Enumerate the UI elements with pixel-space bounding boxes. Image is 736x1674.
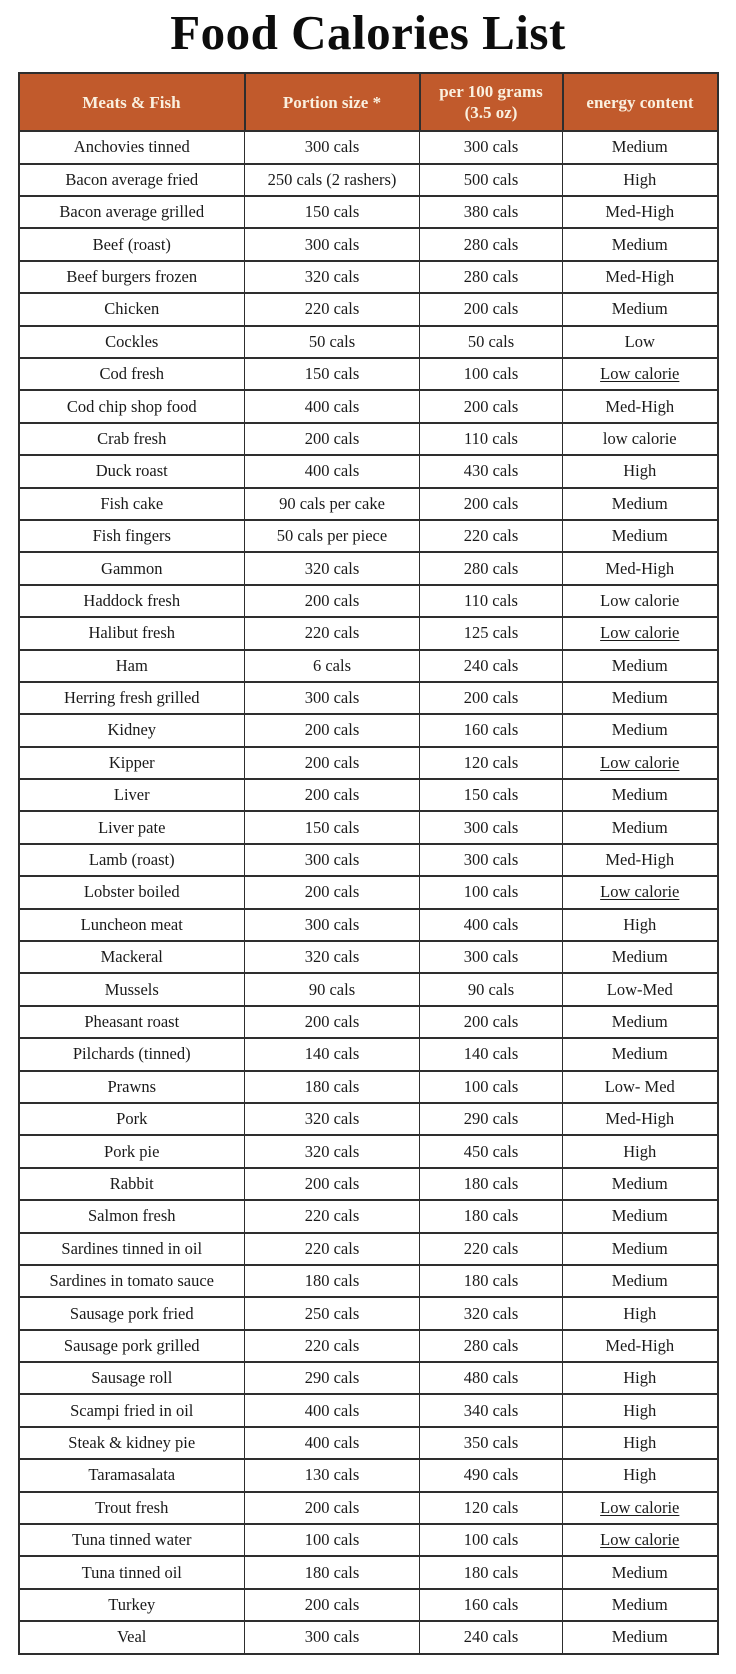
table-row xyxy=(19,293,718,325)
food-name-cell: Scampi fried in oil xyxy=(19,1394,245,1426)
table-row xyxy=(19,455,718,487)
portion-size-cell: 300 cals xyxy=(245,228,420,260)
portion-size-cell: 400 cals xyxy=(245,390,420,422)
energy-content-cell xyxy=(563,1492,718,1524)
energy-content-cell: Medium xyxy=(563,779,718,811)
table-row xyxy=(19,1168,718,1200)
energy-content-cell: Medium xyxy=(563,1556,718,1588)
food-name-cell: Luncheon meat xyxy=(19,909,245,941)
food-name-cell: Bacon average fried xyxy=(19,164,245,196)
per-100g-cell: 380 cals xyxy=(420,196,563,228)
per-100g-cell: 480 cals xyxy=(420,1362,563,1394)
food-name-cell: Prawns xyxy=(19,1071,245,1103)
food-name-cell: Cod fresh xyxy=(19,358,245,390)
food-name-cell: Tuna tinned water xyxy=(19,1524,245,1556)
portion-size-cell: 100 cals xyxy=(245,1524,420,1556)
food-name-cell: Veal xyxy=(19,1621,245,1653)
per-100g-cell: 180 cals xyxy=(420,1168,563,1200)
food-name-cell: Pork pie xyxy=(19,1135,245,1167)
portion-size-cell: 200 cals xyxy=(245,585,420,617)
food-name-cell: Cod chip shop food xyxy=(19,390,245,422)
table-row xyxy=(19,326,718,358)
table-row xyxy=(19,1330,718,1362)
food-name-cell: Sardines in tomato sauce xyxy=(19,1265,245,1297)
table-row xyxy=(19,909,718,941)
per-100g-cell: 300 cals xyxy=(420,131,563,163)
food-name-cell: Beef (roast) xyxy=(19,228,245,260)
table-row xyxy=(19,941,718,973)
table-row xyxy=(19,196,718,228)
table-row xyxy=(19,779,718,811)
underlined-energy-label: Low calorie xyxy=(600,882,680,902)
portion-size-cell: 250 cals (2 rashers) xyxy=(245,164,420,196)
energy-content-cell: Medium xyxy=(563,941,718,973)
portion-size-cell: 300 cals xyxy=(245,1621,420,1653)
energy-content-cell: Med-High xyxy=(563,1103,718,1135)
table-row xyxy=(19,131,718,163)
portion-size-cell: 200 cals xyxy=(245,423,420,455)
energy-content-cell: Medium xyxy=(563,811,718,843)
table-row xyxy=(19,682,718,714)
portion-size-cell: 320 cals xyxy=(245,941,420,973)
energy-content-cell: Med-High xyxy=(563,390,718,422)
per-100g-cell: 300 cals xyxy=(420,941,563,973)
energy-content-cell: low calorie xyxy=(563,423,718,455)
energy-content-cell: High xyxy=(563,909,718,941)
portion-size-cell: 300 cals xyxy=(245,682,420,714)
table-row xyxy=(19,1492,718,1524)
food-name-cell: Beef burgers frozen xyxy=(19,261,245,293)
energy-content-cell: High xyxy=(563,1427,718,1459)
portion-size-cell: 150 cals xyxy=(245,358,420,390)
portion-size-cell: 250 cals xyxy=(245,1297,420,1329)
table-row xyxy=(19,423,718,455)
per-100g-cell: 220 cals xyxy=(420,1233,563,1265)
per-100g-cell: 120 cals xyxy=(420,747,563,779)
portion-size-cell: 90 cals per cake xyxy=(245,488,420,520)
table-row xyxy=(19,1621,718,1653)
portion-size-cell: 300 cals xyxy=(245,131,420,163)
energy-content-cell: Medium xyxy=(563,131,718,163)
column-header-energy-content: energy content xyxy=(563,73,718,131)
calories-table xyxy=(18,72,719,1654)
per-100g-cell: 50 cals xyxy=(420,326,563,358)
food-name-cell: Cockles xyxy=(19,326,245,358)
energy-content-cell: Medium xyxy=(563,488,718,520)
food-name-cell: Crab fresh xyxy=(19,423,245,455)
energy-content-cell xyxy=(563,876,718,908)
food-name-cell: Salmon fresh xyxy=(19,1200,245,1232)
table-row xyxy=(19,488,718,520)
food-name-cell: Sausage roll xyxy=(19,1362,245,1394)
table-row xyxy=(19,1265,718,1297)
per-100g-cell: 200 cals xyxy=(420,488,563,520)
energy-content-cell: High xyxy=(563,1362,718,1394)
per-100g-cell: 400 cals xyxy=(420,909,563,941)
per-100g-cell: 430 cals xyxy=(420,455,563,487)
portion-size-cell: 320 cals xyxy=(245,552,420,584)
table-row xyxy=(19,1038,718,1070)
portion-size-cell: 50 cals xyxy=(245,326,420,358)
table-row xyxy=(19,1394,718,1426)
portion-size-cell: 130 cals xyxy=(245,1459,420,1491)
column-header-per-100-grams: per 100 grams (3.5 oz) xyxy=(420,73,563,131)
per-100g-cell: 300 cals xyxy=(420,844,563,876)
food-name-cell: Lobster boiled xyxy=(19,876,245,908)
portion-size-cell: 220 cals xyxy=(245,293,420,325)
portion-size-cell: 320 cals xyxy=(245,1103,420,1135)
portion-size-cell: 200 cals xyxy=(245,1492,420,1524)
food-name-cell: Sausage pork grilled xyxy=(19,1330,245,1362)
per-100g-cell: 280 cals xyxy=(420,228,563,260)
food-name-cell: Fish fingers xyxy=(19,520,245,552)
energy-content-cell: High xyxy=(563,455,718,487)
per-100g-cell: 125 cals xyxy=(420,617,563,649)
energy-content-cell: High xyxy=(563,1135,718,1167)
portion-size-cell: 200 cals xyxy=(245,1589,420,1621)
table-row xyxy=(19,552,718,584)
underlined-energy-label: Low calorie xyxy=(600,1530,680,1550)
per-100g-cell: 90 cals xyxy=(420,973,563,1005)
food-name-cell: Gammon xyxy=(19,552,245,584)
table-row xyxy=(19,358,718,390)
table-row xyxy=(19,811,718,843)
per-100g-cell: 320 cals xyxy=(420,1297,563,1329)
portion-size-cell: 200 cals xyxy=(245,714,420,746)
food-name-cell: Duck roast xyxy=(19,455,245,487)
table-row xyxy=(19,876,718,908)
per-100g-cell: 100 cals xyxy=(420,1524,563,1556)
per-100g-cell: 160 cals xyxy=(420,714,563,746)
energy-content-cell xyxy=(563,617,718,649)
portion-size-cell: 50 cals per piece xyxy=(245,520,420,552)
per-100g-cell: 180 cals xyxy=(420,1265,563,1297)
table-row xyxy=(19,1135,718,1167)
portion-size-cell: 90 cals xyxy=(245,973,420,1005)
per-100g-cell: 290 cals xyxy=(420,1103,563,1135)
food-name-cell: Sardines tinned in oil xyxy=(19,1233,245,1265)
per-100g-cell: 100 cals xyxy=(420,1071,563,1103)
per-100g-cell: 450 cals xyxy=(420,1135,563,1167)
table-row xyxy=(19,1589,718,1621)
per-100g-cell: 140 cals xyxy=(420,1038,563,1070)
food-name-cell: Chicken xyxy=(19,293,245,325)
energy-content-cell xyxy=(563,1524,718,1556)
food-name-cell: Kidney xyxy=(19,714,245,746)
energy-content-cell: Low xyxy=(563,326,718,358)
per-100g-cell: 500 cals xyxy=(420,164,563,196)
per-100g-cell: 340 cals xyxy=(420,1394,563,1426)
per-100g-cell: 280 cals xyxy=(420,1330,563,1362)
portion-size-cell: 200 cals xyxy=(245,779,420,811)
table-row xyxy=(19,747,718,779)
food-name-cell: Herring fresh grilled xyxy=(19,682,245,714)
energy-content-cell: Low-Med xyxy=(563,973,718,1005)
portion-size-cell: 200 cals xyxy=(245,876,420,908)
food-name-cell: Halibut fresh xyxy=(19,617,245,649)
table-row xyxy=(19,585,718,617)
portion-size-cell: 6 cals xyxy=(245,650,420,682)
food-name-cell: Haddock fresh xyxy=(19,585,245,617)
energy-content-cell: Medium xyxy=(563,650,718,682)
underlined-energy-label: Low calorie xyxy=(600,752,680,772)
table-row xyxy=(19,650,718,682)
portion-size-cell: 400 cals xyxy=(245,1394,420,1426)
table-row xyxy=(19,1556,718,1588)
energy-content-cell: Low calorie xyxy=(563,585,718,617)
food-name-cell: Trout fresh xyxy=(19,1492,245,1524)
energy-content-cell: Medium xyxy=(563,1038,718,1070)
table-row xyxy=(19,1006,718,1038)
portion-size-cell: 200 cals xyxy=(245,1168,420,1200)
portion-size-cell: 220 cals xyxy=(245,1200,420,1232)
energy-content-cell: Medium xyxy=(563,1168,718,1200)
portion-size-cell: 400 cals xyxy=(245,1427,420,1459)
table-row xyxy=(19,261,718,293)
food-name-cell: Taramasalata xyxy=(19,1459,245,1491)
food-name-cell: Kipper xyxy=(19,747,245,779)
portion-size-cell: 200 cals xyxy=(245,747,420,779)
portion-size-cell: 150 cals xyxy=(245,811,420,843)
portion-size-cell: 400 cals xyxy=(245,455,420,487)
energy-content-cell: Medium xyxy=(563,520,718,552)
food-name-cell: Fish cake xyxy=(19,488,245,520)
portion-size-cell: 180 cals xyxy=(245,1265,420,1297)
per-100g-cell: 150 cals xyxy=(420,779,563,811)
energy-content-cell xyxy=(563,747,718,779)
energy-content-cell: Med-High xyxy=(563,196,718,228)
per-100g-cell: 350 cals xyxy=(420,1427,563,1459)
portion-size-cell: 180 cals xyxy=(245,1556,420,1588)
food-name-cell: Liver pate xyxy=(19,811,245,843)
energy-content-cell: Medium xyxy=(563,714,718,746)
page-title: Food Calories List xyxy=(170,5,566,60)
per-100g-cell: 110 cals xyxy=(420,585,563,617)
portion-size-cell: 320 cals xyxy=(245,1135,420,1167)
portion-size-cell: 300 cals xyxy=(245,844,420,876)
per-100g-cell: 180 cals xyxy=(420,1556,563,1588)
energy-content-cell: Low- Med xyxy=(563,1071,718,1103)
per-100g-cell: 110 cals xyxy=(420,423,563,455)
energy-content-cell xyxy=(563,358,718,390)
per-100g-cell: 200 cals xyxy=(420,682,563,714)
table-header xyxy=(19,73,718,131)
per-100g-cell: 200 cals xyxy=(420,1006,563,1038)
table-header-row xyxy=(19,73,718,131)
food-name-cell: Lamb (roast) xyxy=(19,844,245,876)
table-row xyxy=(19,1524,718,1556)
table-row xyxy=(19,617,718,649)
energy-content-cell: Med-High xyxy=(563,552,718,584)
underlined-energy-label: Low calorie xyxy=(600,623,680,643)
portion-size-cell: 140 cals xyxy=(245,1038,420,1070)
per-100g-cell: 160 cals xyxy=(420,1589,563,1621)
food-name-cell: Turkey xyxy=(19,1589,245,1621)
table-row xyxy=(19,1200,718,1232)
table-row xyxy=(19,844,718,876)
per-100g-cell: 280 cals xyxy=(420,261,563,293)
energy-content-cell: Medium xyxy=(563,228,718,260)
column-header-portion-size: Portion size * xyxy=(245,73,420,131)
per-100g-cell: 120 cals xyxy=(420,1492,563,1524)
energy-content-cell: Medium xyxy=(563,1621,718,1653)
per-100g-cell: 280 cals xyxy=(420,552,563,584)
per-100g-cell: 300 cals xyxy=(420,811,563,843)
food-name-cell: Ham xyxy=(19,650,245,682)
food-name-cell: Mussels xyxy=(19,973,245,1005)
table-row xyxy=(19,973,718,1005)
energy-content-cell: Medium xyxy=(563,1265,718,1297)
food-name-cell: Anchovies tinned xyxy=(19,131,245,163)
table-row xyxy=(19,520,718,552)
food-name-cell: Pork xyxy=(19,1103,245,1135)
food-name-cell: Pilchards (tinned) xyxy=(19,1038,245,1070)
table-row xyxy=(19,164,718,196)
food-name-cell: Bacon average grilled xyxy=(19,196,245,228)
food-name-cell: Steak & kidney pie xyxy=(19,1427,245,1459)
food-name-cell: Sausage pork fried xyxy=(19,1297,245,1329)
per-100g-cell: 100 cals xyxy=(420,358,563,390)
per-100g-cell: 490 cals xyxy=(420,1459,563,1491)
energy-content-cell: High xyxy=(563,1394,718,1426)
table-row xyxy=(19,1297,718,1329)
food-name-cell: Pheasant roast xyxy=(19,1006,245,1038)
table-row xyxy=(19,228,718,260)
energy-content-cell: Medium xyxy=(563,1006,718,1038)
column-header-meats-fish: Meats & Fish xyxy=(19,73,245,131)
portion-size-cell: 220 cals xyxy=(245,1330,420,1362)
food-name-cell: Tuna tinned oil xyxy=(19,1556,245,1588)
energy-content-cell: High xyxy=(563,1297,718,1329)
per-100g-cell: 200 cals xyxy=(420,390,563,422)
food-name-cell: Liver xyxy=(19,779,245,811)
table-row xyxy=(19,1427,718,1459)
energy-content-cell: High xyxy=(563,164,718,196)
per-100g-cell: 200 cals xyxy=(420,293,563,325)
table-row xyxy=(19,390,718,422)
energy-content-cell: Medium xyxy=(563,682,718,714)
table-row xyxy=(19,1103,718,1135)
energy-content-cell: Medium xyxy=(563,293,718,325)
underlined-energy-label: Low calorie xyxy=(600,1497,680,1517)
portion-size-cell: 320 cals xyxy=(245,261,420,293)
portion-size-cell: 220 cals xyxy=(245,1233,420,1265)
energy-content-cell: Medium xyxy=(563,1589,718,1621)
portion-size-cell: 150 cals xyxy=(245,196,420,228)
per-100g-cell: 220 cals xyxy=(420,520,563,552)
portion-size-cell: 300 cals xyxy=(245,909,420,941)
energy-content-cell: Med-High xyxy=(563,261,718,293)
per-100g-cell: 240 cals xyxy=(420,650,563,682)
per-100g-cell: 180 cals xyxy=(420,1200,563,1232)
energy-content-cell: Medium xyxy=(563,1200,718,1232)
per-100g-cell: 100 cals xyxy=(420,876,563,908)
table-body xyxy=(19,131,718,1653)
energy-content-cell: Med-High xyxy=(563,1330,718,1362)
table-row xyxy=(19,1362,718,1394)
energy-content-cell: Med-High xyxy=(563,844,718,876)
portion-size-cell: 180 cals xyxy=(245,1071,420,1103)
table-row xyxy=(19,1071,718,1103)
table-row xyxy=(19,714,718,746)
portion-size-cell: 200 cals xyxy=(245,1006,420,1038)
per-100g-cell: 240 cals xyxy=(420,1621,563,1653)
food-name-cell: Mackeral xyxy=(19,941,245,973)
portion-size-cell: 220 cals xyxy=(245,617,420,649)
table-row xyxy=(19,1233,718,1265)
energy-content-cell: Medium xyxy=(563,1233,718,1265)
food-name-cell: Rabbit xyxy=(19,1168,245,1200)
table-row xyxy=(19,1459,718,1491)
energy-content-cell: High xyxy=(563,1459,718,1491)
underlined-energy-label: Low calorie xyxy=(600,364,680,384)
portion-size-cell: 290 cals xyxy=(245,1362,420,1394)
